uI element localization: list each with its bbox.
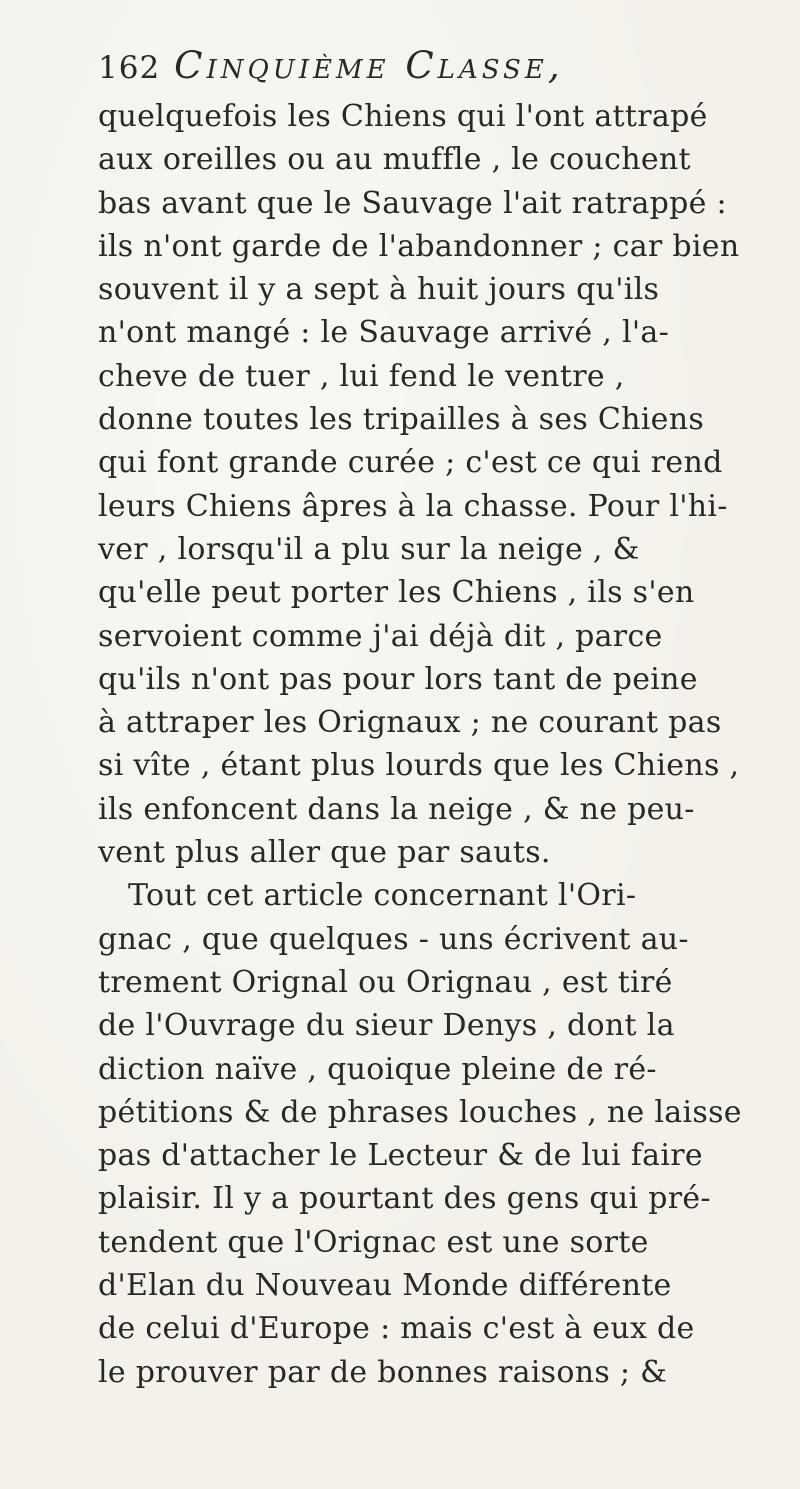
text-line: servoient comme j'ai déjà dit , parce (98, 618, 663, 654)
text-line: trement Orignal ou Orignau , est tiré (98, 964, 673, 1000)
text-line: quelquefois les Chiens qui l'ont attrapé (98, 99, 708, 134)
text-line: n'ont mangé : le Sauvage arrivé , l'a- (98, 315, 670, 351)
text-line: donne toutes les tripailles à ses Chiens (98, 402, 705, 438)
text-line: leurs Chiens âpres à la chasse. Pour l'hi- (98, 488, 728, 524)
text-line: plaisir. Il y a pourtant des gens qui pré- (98, 1181, 711, 1217)
text-line: vent plus aller que par sauts. (98, 835, 551, 871)
running-head (98, 44, 738, 92)
text-line: gnac , que quelques - uns écrivent au- (98, 921, 689, 957)
text-line: qu'ils n'ont pas pour lors tant de peine (98, 661, 698, 697)
text-line: souvent il y a sept à huit jours qu'ils (98, 272, 660, 308)
text-line: ils n'ont garde de l'abandonner ; car bien (98, 228, 740, 264)
page-number: 162 (98, 50, 161, 86)
text-line: tendent que l'Orignac est une sorte (98, 1224, 649, 1260)
text-line: qu'elle peut porter les Chiens , ils s'en (98, 575, 695, 611)
body-text (98, 95, 798, 1394)
text-line: à attraper les Orignaux ; ne courant pas (98, 705, 722, 741)
text-line: diction naïve , quoique pleine de ré- (98, 1051, 657, 1087)
running-title: Cinquième Classe, (174, 44, 564, 87)
text-line: ils enfoncent dans la neige , & ne peu- (98, 791, 695, 827)
text-line: si vîte , étant plus lourds que les Chiens , (98, 748, 740, 784)
text-line: pas d'attacher le Lecteur & de lui faire (98, 1138, 703, 1174)
text-line: bas avant que le Sauvage l'ait ratrappé : (98, 185, 727, 221)
text-line: aux oreilles ou au muffle , le couchent (98, 142, 691, 178)
text-line: d'Elan du Nouveau Monde différente (98, 1268, 672, 1304)
paragraph-start-line: Tout cet article concernant l'Ori- (128, 878, 637, 914)
text-line: ver , lorsqu'il a plu sur la neige , & (98, 531, 640, 567)
text-line: qui font grande curée ; c'est ce qui rend (98, 445, 723, 481)
text-line: de l'Ouvrage du sieur Denys , dont la (98, 1008, 675, 1044)
text-line: le prouver par de bonnes raisons ; & (98, 1354, 668, 1390)
text-line: pétitions & de phrases louches , ne laisse (98, 1094, 742, 1130)
text-line: de celui d'Europe : mais c'est à eux de (98, 1311, 695, 1347)
text-line: cheve de tuer , lui fend le ventre , (98, 358, 625, 394)
